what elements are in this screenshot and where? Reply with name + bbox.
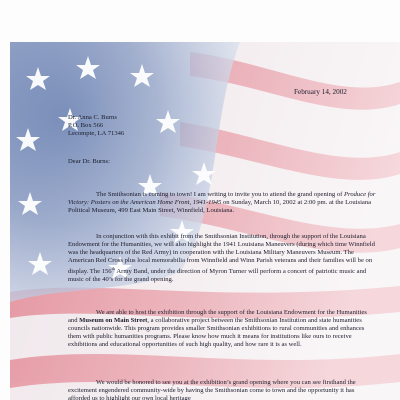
paragraph-text: on Sunday, March 10, 2002 at 2:00 pm. at the Louisiana Political Museum, 499 East Main Street, Winnfield, Louisiana. (68, 198, 372, 214)
recipient-address (68, 114, 124, 138)
salutation: Dear Dr. Burns: (68, 158, 110, 165)
letter-body (10, 42, 400, 400)
paragraph-text: The Smithsonian is coming to town! I am writing to invite you to attend the grand opening of (96, 191, 344, 198)
paragraph-text: Army Band, under the direction of Myron Turner will perform a concert of patriotic music and music of the 40’s for the grand opening. (68, 267, 367, 283)
paragraph-conjunction (68, 233, 378, 284)
museum-on-main-street: Museum on Main Street (79, 316, 148, 324)
paragraph-support (68, 309, 378, 349)
exhibit-title: Produce for Victory: Posters on the American Home Front, 1941-1945 (68, 191, 376, 206)
address-line: Dr. Anna C. Burns (68, 114, 117, 121)
paragraph-invitation (68, 191, 378, 215)
address-line: Lecompte, LA 71346 (68, 129, 125, 137)
paragraph-closing (68, 379, 378, 400)
letter-date: February 14, 2002 (294, 88, 347, 96)
paragraph-text: We would be honored to see you at the exhibition’s grand opening where you can see firsthand the excitement engendered community-wide by having the Smithsonian come to town and the opportunity it has afforded us to highlight our own local heritage (68, 379, 356, 400)
ordinal-suffix: th (111, 265, 116, 271)
paragraph-text: In conjunction with this exhibit from the Smithsonian Institution, through the support of the Louisiana Endowment for the Humanities, we will also highlight the 1941 Louisiana Maneuvers (during which time Winnfield was the headquarters of the Red Army) in cooperation with the Louisiana Military Maneuvers Museum. The American Red Cross plus local memorabilia from Winnfield and Winn Parish veterans and their families will be on display. The 156 (68, 233, 375, 275)
paragraph-text: We are able to host the exhibition through the support of the Louisiana Endowment for the Humanities and (68, 309, 367, 324)
letter-page (10, 42, 400, 400)
address-line: P.O. Box 566 (68, 121, 104, 129)
paragraph-text: , a collaborative project between the Smithsonian Institution and state humanities councils nationwide. This program provides smaller Smithsonian exhibitions to rural communities and enhances them with public humanities programs. Please know how much it means for institutions like ours to receive exhibitions and educational opportunities of such high quality, and how rare it is as well. (68, 316, 365, 348)
